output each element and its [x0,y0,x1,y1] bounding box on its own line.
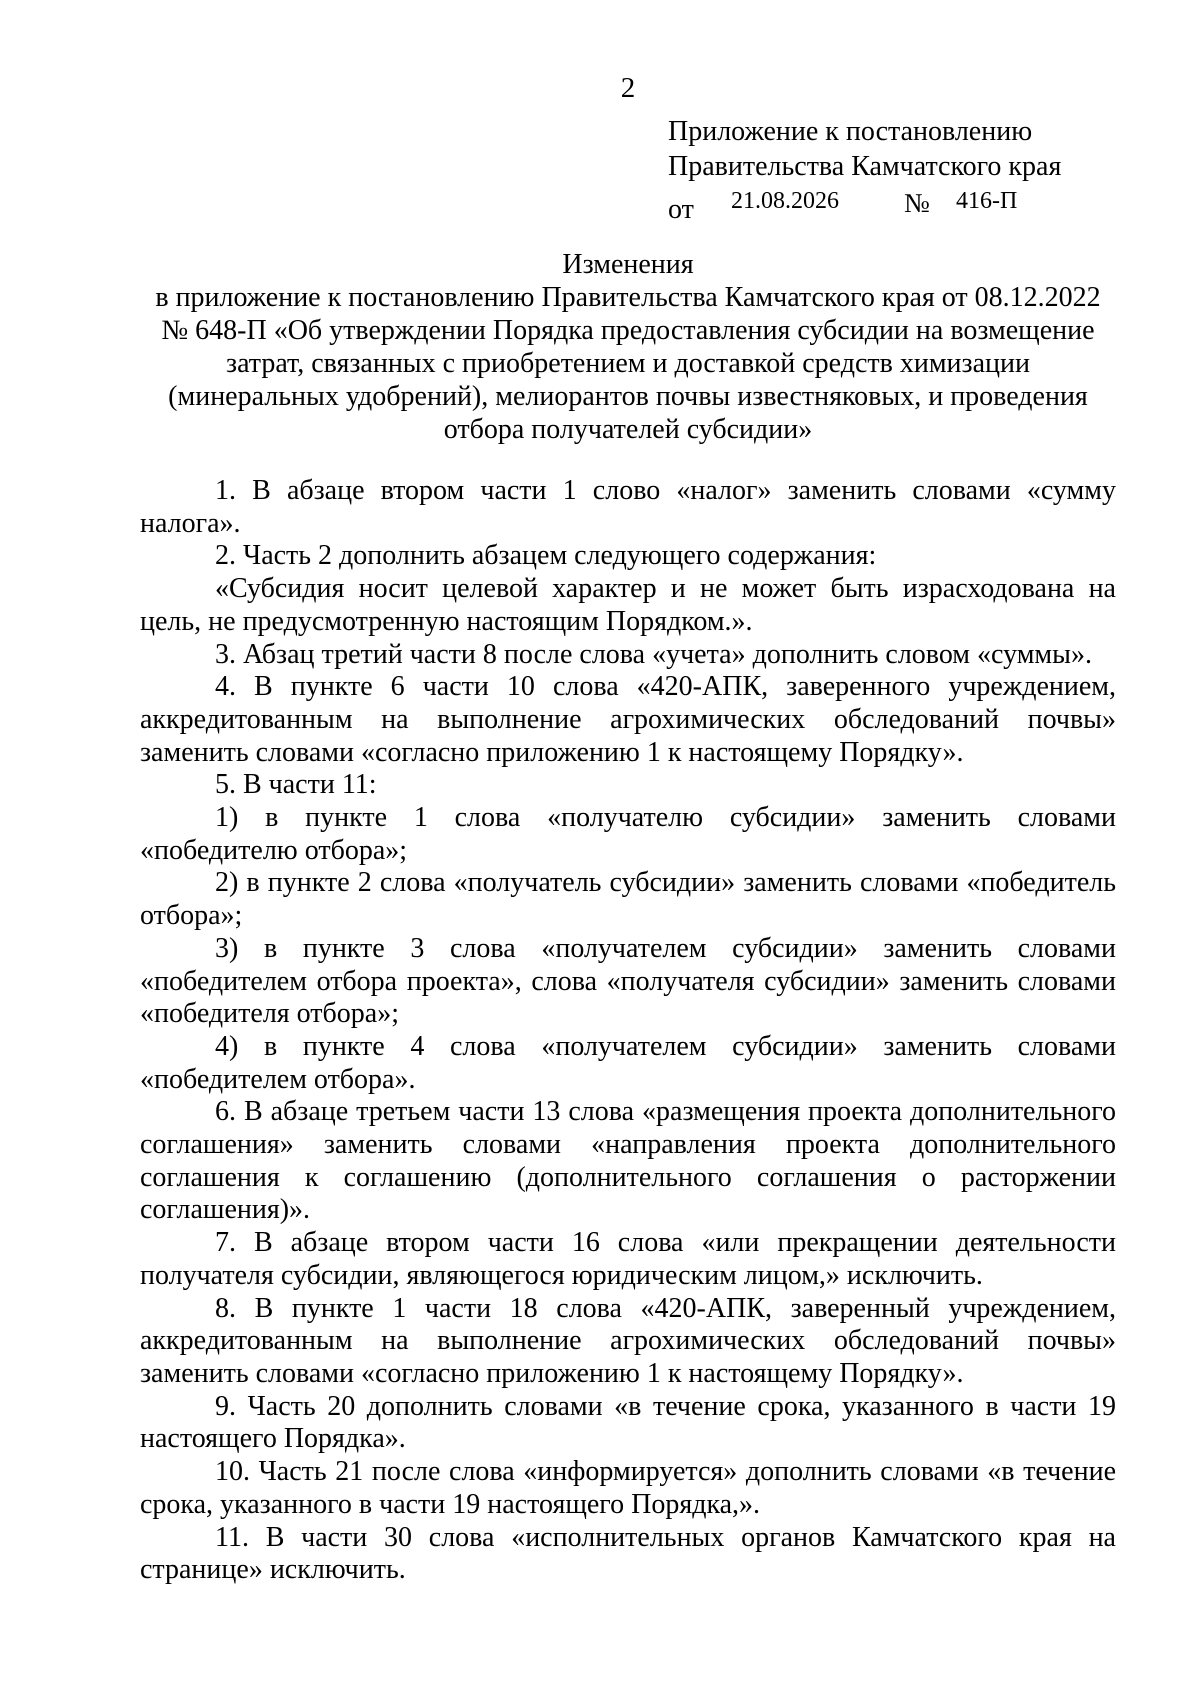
paragraph: 2) в пункте 2 слова «получатель субсидии» заменить словами «победитель отбора»; [140,867,1116,932]
paragraph: 3) в пункте 3 слова «получателем субсидии» заменить словами «победителем отбора проекта», слова «получателя субсидии» заменить словами «победителя отбора»; [140,932,1116,1030]
paragraph: 8. В пункте 1 части 18 слова «420-АПК, заверенный учреждением, аккредитованным на выполнение агрохимических обследований почвы» заменить словами «согласно приложению 1 к настоящему Порядку». [140,1292,1116,1389]
paragraph: 1. В абзаце втором части 1 слово «налог» заменить словами «сумму налога». [140,475,1116,539]
appendix-line-2: Правительства Камчатского края [668,151,1062,182]
paragraph: 10. Часть 21 после слова «информируется» дополнить словами «в течение срока, указанного в части 19 настоящего Порядка,». [140,1456,1116,1520]
paragraph: 4) в пункте 4 слова «получателем субсидии» заменить словами «победителем отбора». [140,1030,1116,1095]
title-subtitle: в приложение к постановлению Правительства Камчатского края от 08.12.2022 № 648-П «Об утверждении Порядка предоставления субсидии на возмещение затрат, связанных с приобретением и доставкой средств химизации (минеральных удобрений), мелиорантов почвы известняковых, и проведения отбора получателей субсидии» [155,282,1101,445]
paragraph: 3. Абзац третий части 8 после слова «учета» дополнить словом «суммы». [215,638,1092,670]
paragraph: 9. Часть 20 дополнить словами «в течение срока, указанного в части 19 настоящего Порядка». [140,1390,1116,1455]
from-label: от [668,194,694,225]
resolution-date: 21.08.2026 [731,188,839,214]
number-sign: № [904,188,930,218]
appendix-reference [668,184,1061,225]
paragraph: 2. Часть 2 дополнить абзацем следующего содержания: [215,540,877,572]
title-heading: Изменения [562,249,694,280]
resolution-number: 416-П [956,188,1018,214]
document-title [140,248,1116,446]
appendix-line-1: Приложение к постановлению [668,116,1033,147]
appendix-header [668,114,1062,225]
paragraph: 7. В абзаце втором части 16 слова «или прекращении деятельности получателя субсидии, являющегося юридическим лицом,» исключить. [140,1227,1116,1291]
document-body [140,475,1116,1587]
paragraph: 5. В части 11: [215,769,377,801]
paragraph: 11. В части 30 слова «исполнительных органов Камчатского края на странице» исключить. [140,1521,1116,1586]
paragraph: «Субсидия носит целевой характер и не может быть израсходована на цель, не предусмотренную настоящим Порядком.». [140,573,1116,637]
paragraph: 6. В абзаце третьем части 13 слова «размещения проекта дополнительного соглашения» заменить словами «направления проекта дополнительного соглашения к соглашению (дополнительного соглашения о расторжении соглашения)». [140,1096,1116,1226]
page-number: 2 [620,72,636,104]
paragraph: 1) в пункте 1 слова «получателю субсидии» заменить словами «победителю отбора»; [140,802,1116,866]
paragraph: 4. В пункте 6 части 10 слова «420-АПК, заверенного учреждением, аккредитованным на выполнение агрохимических обследований почвы» заменить словами «согласно приложению 1 к настоящему Порядку». [140,671,1116,768]
